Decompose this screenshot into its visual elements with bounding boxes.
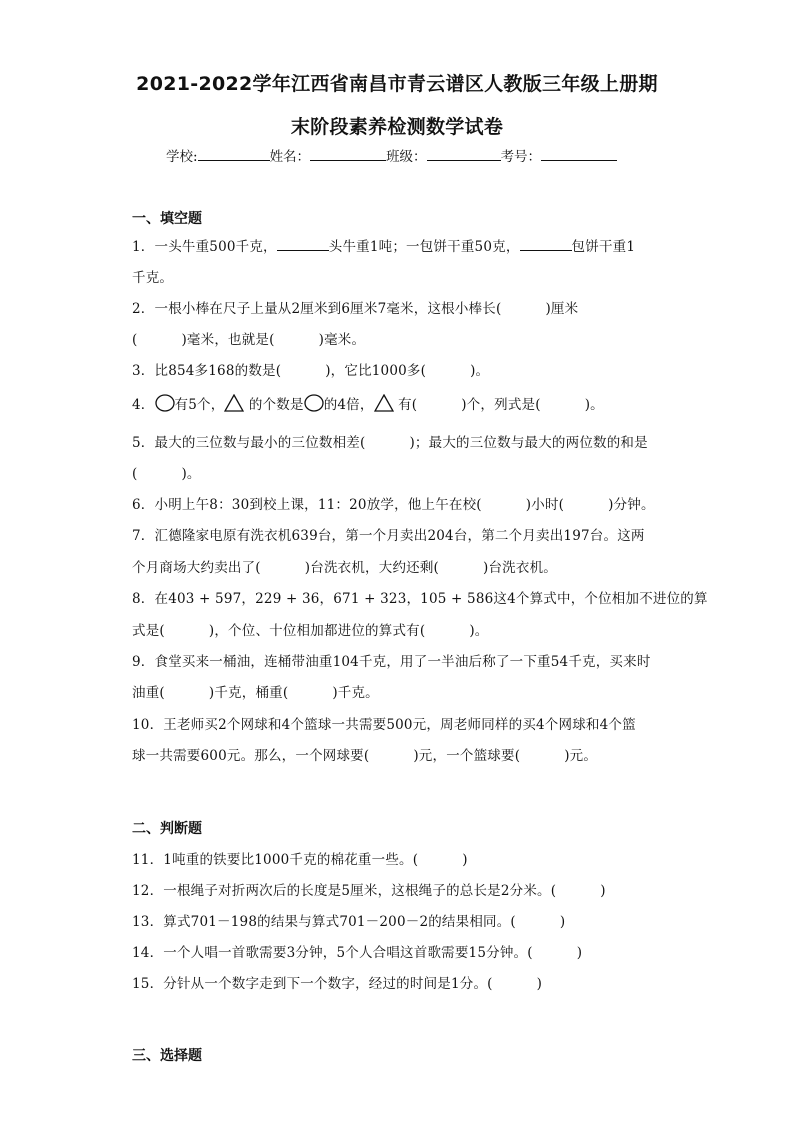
q6-text-b: )小时( (525, 497, 565, 513)
q4-text-b: 有5个， (174, 397, 225, 413)
name-blank[interactable] (310, 148, 386, 161)
q5-text-b: )；最大的三位数与最大的两位数的和是 (409, 435, 648, 451)
q4-text-e: 有( (393, 397, 418, 413)
circle-icon (155, 394, 175, 416)
q15-text-a: 15．分针从一个数字走到下一个数字，经过的时间是1分。( (132, 976, 493, 992)
q9-text-b: 油重( (132, 685, 165, 701)
q7-text-b: 个月商场大约卖出了( (132, 560, 261, 576)
q2-text-d: )毫米，也就是( (181, 332, 275, 348)
question-11 (132, 848, 468, 868)
question-3 (132, 359, 489, 379)
q1-blank-2[interactable] (520, 238, 572, 251)
question-10-line-1: 10．王老师买2个网球和4个篮球一共需要500元，周老师同样的买4个网球和4个篮 (132, 717, 636, 733)
class-blank[interactable] (427, 148, 501, 161)
q10-text-b: 球一共需要600元。那么，一个网球要( (132, 748, 370, 764)
school-blank[interactable] (198, 148, 270, 161)
section-fill-heading: 一、填空题 (132, 211, 202, 227)
q2-text-a: 2．一根小棒在尺子上量从2厘米到6厘米7毫米，这根小棒长( (132, 301, 502, 317)
q5-text-c: ( (132, 466, 138, 482)
q10-text-c: )元，一个篮球要( (413, 748, 521, 764)
circle-icon (304, 394, 324, 416)
exam-no-label: 考号： (500, 149, 542, 165)
question-1-line-1 (132, 235, 635, 255)
question-5-line-1 (132, 431, 648, 451)
q4-text-d: 的4倍， (323, 397, 374, 413)
q1-text-b: 头牛重1吨；一包饼干重50克， (328, 239, 520, 255)
name-label: 姓名： (269, 149, 311, 165)
q2-text-e: )毫米。 (318, 332, 366, 348)
question-6 (132, 493, 655, 513)
q10-text-d: )元。 (564, 748, 598, 764)
q1-text-c: 包饼干重1 (571, 239, 636, 255)
question-8-line-1: 8．在403 + 597，229 + 36，671 + 323，105 + 586这4个算式中，个位相加不进位的算 (132, 591, 708, 607)
question-1-line-2: 千克。 (132, 270, 174, 286)
q9-text-c: )千克，桶重( (208, 685, 289, 701)
q7-text-d: )台洗衣机。 (483, 560, 557, 576)
title-line-1: 2021-2022学年江西省南昌市青云谱区人教版三年级上册期 (136, 73, 658, 95)
title-line-2: 末阶段素养检测数学试卷 (290, 116, 504, 138)
q8-text-d: )。 (469, 623, 489, 639)
q13-text-b: ) (559, 914, 566, 930)
q6-text-a: 6．小明上午8：30到校上课，11：20放学，他上午在校( (132, 497, 482, 513)
q2-text-b: )厘米 (545, 301, 579, 317)
q13-text-a: 13．算式701－198的结果与算式701－200－2的结果相同。( (132, 914, 516, 930)
question-7-line-1: 7．汇德隆家电原有洗衣机639台，第一个月卖出204台，第二个月卖出197台。这两 (132, 528, 645, 544)
question-9-line-2 (132, 681, 379, 701)
q14-text-b: ) (576, 945, 583, 961)
triangle-icon (374, 394, 394, 416)
question-2-line-2 (132, 328, 365, 348)
question-2-line-1 (132, 297, 578, 317)
section-judge-heading: 二、判断题 (132, 821, 202, 837)
q6-text-c: )分钟。 (608, 497, 655, 513)
q5-text-d: )。 (181, 466, 201, 482)
q1-text-a: 1．一头牛重500千克， (132, 239, 277, 255)
q8-text-b: 式是( (132, 623, 165, 639)
q2-text-c: ( (132, 332, 138, 348)
question-5-line-2 (132, 462, 201, 482)
triangle-icon (224, 394, 244, 416)
q12-text-a: 12．一根绳子对折两次后的长度是5厘米，这根绳子的总长是2分米。( (132, 883, 557, 899)
q14-text-a: 14．一个人唱一首歌需要3分钟，5个人合唱这首歌需要15分钟。( (132, 945, 533, 961)
q3-text-b: )，它比1000多( (325, 363, 427, 379)
section-choice-heading: 三、选择题 (132, 1048, 202, 1064)
school-label: 学校: (166, 149, 198, 165)
q15-text-b: ) (536, 976, 543, 992)
question-12 (132, 879, 606, 899)
q12-text-b: ) (600, 883, 606, 899)
q4-text-f: )个，列式是( (461, 397, 541, 413)
q1-blank-1[interactable] (277, 238, 329, 251)
q3-text-a: 3．比854多168的数是( (132, 363, 282, 379)
q4-text-g: )。 (584, 397, 604, 413)
student-info-line (166, 145, 617, 165)
question-7-line-2 (132, 556, 557, 576)
q5-text-a: 5．最大的三位数与最小的三位数相差( (132, 435, 366, 451)
question-13 (132, 910, 565, 930)
q11-text-b: ) (462, 852, 468, 868)
q4-text-a: 4． (132, 397, 155, 413)
q7-text-c: )台洗衣机，大约还剩( (304, 560, 440, 576)
q11-text-a: 11．1吨重的铁要比1000千克的棉花重一些。( (132, 852, 419, 868)
q8-text-c: )，个位、十位相加都进位的算式有( (208, 623, 426, 639)
q4-text-c: 的个数是 (244, 397, 304, 413)
question-14 (132, 941, 582, 961)
q3-text-c: )。 (470, 363, 490, 379)
question-15 (132, 972, 542, 992)
exam-no-blank[interactable] (541, 148, 617, 161)
question-4 (132, 393, 604, 416)
question-8-line-2 (132, 619, 488, 639)
class-label: 班级： (386, 149, 427, 165)
question-10-line-2 (132, 744, 597, 764)
q9-text-d: )千克。 (332, 685, 379, 701)
question-9-line-1: 9．食堂买来一桶油，连桶带油重104千克，用了一半油后称了一下重54千克，买来时 (132, 654, 651, 670)
